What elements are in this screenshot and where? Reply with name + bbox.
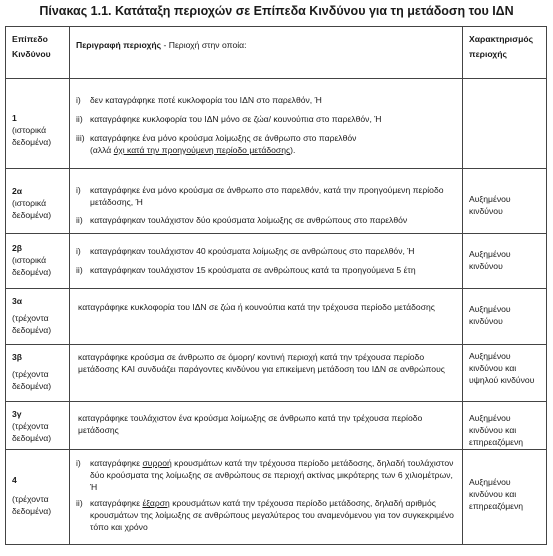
level-code: 4	[12, 475, 17, 485]
level-cell	[6, 79, 70, 169]
item-text: καταγράφηκαν τουλάχιστον δύο κρούσματα λοίμωξης σε ανθρώπους στο παρελθόν	[90, 215, 408, 225]
list-item	[74, 214, 458, 226]
level-cell	[6, 402, 70, 450]
table-header-row	[6, 27, 547, 79]
list-item	[74, 245, 458, 257]
item-text: δεν καταγράφηκε ποτέ κυκλοφορία του ΙΔΝ στο παρελθόν, Ή	[90, 95, 322, 105]
description-cell: καταγράφηκε κρούσμα σε άνθρωπο σε όμορη/ κοντινή περιοχή κατά την τρέχουσα περίοδο μετάδοσης ΚΑΙ συνδυάζει παράγοντες κινδύνου για επικείμενη μετάδοση του ΙΔΝ σε ανθρώπους	[70, 345, 463, 402]
list-item	[74, 497, 458, 533]
risk-cell: Αυξημένου κινδύνου	[463, 234, 547, 289]
item-text: καταγράφηκαν τουλάχιστον 15 κρούσματα σε ανθρώπους κατά τα προηγούμενα 5 έτη	[90, 265, 416, 275]
list-item	[74, 184, 458, 208]
level-code: 1	[12, 113, 17, 123]
risk-cell: Αυξημένου κινδύνου και επηρεαζόμενη	[463, 402, 547, 450]
item-text: καταγράφηκε ένα μόνο κρούσμα λοίμωξης σε άνθρωπο στο παρελθόν	[90, 133, 357, 143]
level-note: (ιστορικά δεδομένα)	[12, 198, 52, 220]
level-code: 2β	[12, 243, 23, 253]
list-item	[74, 264, 458, 276]
level-cell	[6, 450, 70, 545]
level-code: 2α	[12, 186, 23, 196]
item-text: ).	[290, 145, 296, 155]
level-note: (τρέχοντα δεδομένα)	[12, 421, 52, 443]
item-text-underlined: συρροή	[142, 458, 172, 468]
header-characterization: Χαρακτηρισμός περιοχής	[463, 27, 547, 79]
level-code: 3β	[12, 352, 23, 362]
item-number: i)	[76, 95, 81, 105]
level-note: (τρέχοντα δεδομένα)	[12, 494, 52, 516]
table-row	[6, 345, 547, 402]
item-number: i)	[76, 185, 81, 195]
table-row	[6, 234, 547, 289]
level-code: 3α	[12, 296, 23, 306]
item-number: i)	[76, 458, 81, 468]
level-note: (τρέχοντα δεδομένα)	[12, 313, 52, 335]
table-title: Πίνακας 1.1. Κατάταξη περιοχών σε Επίπεδα Κινδύνου για τη μετάδοση του ΙΔΝ	[39, 4, 514, 18]
level-cell	[6, 234, 70, 289]
item-number: ii)	[76, 114, 83, 124]
item-text: κρουσμάτων κατά την τρέχουσα περίοδο μετάδοσης, δηλαδή τουλάχιστον δύο κρούσματα της λοίμωξης σε ανθρώπους σε περιοχή ακτίνας μικρότερης των 6 χιλιομέτρων, Ή	[90, 458, 454, 492]
table-row	[6, 402, 547, 450]
description-cell: καταγράφηκε κυκλοφορία του ΙΔΝ σε ζώα ή κουνούπια κατά την τρέχουσα περίοδο μετάδοσης	[70, 289, 463, 345]
description-cell	[70, 234, 463, 289]
level-note: (τρέχοντα δεδομένα)	[12, 369, 52, 391]
item-text: καταγράφηκε	[90, 498, 143, 508]
risk-cell	[463, 79, 547, 169]
risk-cell: Αυξημένου κινδύνου	[463, 169, 547, 234]
level-cell	[6, 289, 70, 345]
list-item	[74, 457, 458, 493]
item-text-underlined: όχι κατά την προηγούμενη περίοδο μετάδοσης	[113, 145, 291, 155]
item-text: καταγράφηκε ένα μόνο κρούσμα σε άνθρωπο στο παρελθόν, κατά την προηγούμενη περίοδο μετάδοσης, Ή	[90, 185, 444, 207]
item-number: iii)	[76, 133, 85, 143]
item-text: καταγράφηκαν τουλάχιστον 40 κρούσματα λοίμωξης σε ανθρώπους στο παρελθόν, Ή	[90, 246, 415, 256]
item-number: ii)	[76, 498, 83, 508]
list-item	[74, 113, 458, 125]
item-text: κρουσμάτων κατά την τρέχουσα περίοδο μετάδοσης, δηλαδή αριθμός κρουσμάτων της λοίμωξης σε ανθρώπους μεγαλύτερος του αναμενόμενου για τον συγκεκριμένο τόπο και χρόνο	[90, 498, 454, 532]
table-row	[6, 450, 547, 545]
header-level: Επίπεδο Κινδύνου	[6, 27, 70, 79]
list-item	[74, 132, 458, 156]
description-cell: καταγράφηκε τουλάχιστον ένα κρούσμα λοίμωξης σε άνθρωπο κατά την τρέχουσα περίοδο μετάδοσης	[70, 402, 463, 450]
item-text: (αλλά	[90, 145, 114, 155]
table-row	[6, 79, 547, 169]
level-code: 3γ	[12, 409, 22, 419]
list-item	[74, 94, 458, 106]
level-note: (ιστορικά δεδομένα)	[12, 125, 52, 147]
risk-cell: Αυξημένου κινδύνου και υψηλού κινδύνου	[463, 345, 547, 402]
header-description-bold: Περιγραφή περιοχής	[76, 40, 162, 50]
item-number: ii)	[76, 215, 83, 225]
header-description	[70, 27, 463, 79]
risk-cell: Αυξημένου κινδύνου και επηρεαζόμενη	[463, 450, 547, 545]
level-note: (ιστορικά δεδομένα)	[12, 255, 52, 277]
table-row	[6, 169, 547, 234]
level-cell	[6, 169, 70, 234]
description-cell	[70, 79, 463, 169]
risk-cell: Αυξημένου κινδύνου	[463, 289, 547, 345]
level-cell	[6, 345, 70, 402]
item-number: i)	[76, 246, 81, 256]
table-row	[6, 289, 547, 345]
header-description-rest: - Περιοχή στην οποία:	[161, 40, 247, 50]
description-cell	[70, 450, 463, 545]
item-text-underlined: έξαρση	[142, 498, 170, 508]
item-number: ii)	[76, 265, 83, 275]
item-text: καταγράφηκε κυκλοφορία του ΙΔΝ μόνο σε ζώα/ κουνούπια στο παρελθόν, Ή	[90, 114, 382, 124]
risk-level-table	[5, 26, 547, 545]
item-text: καταγράφηκε	[90, 458, 143, 468]
description-cell	[70, 169, 463, 234]
